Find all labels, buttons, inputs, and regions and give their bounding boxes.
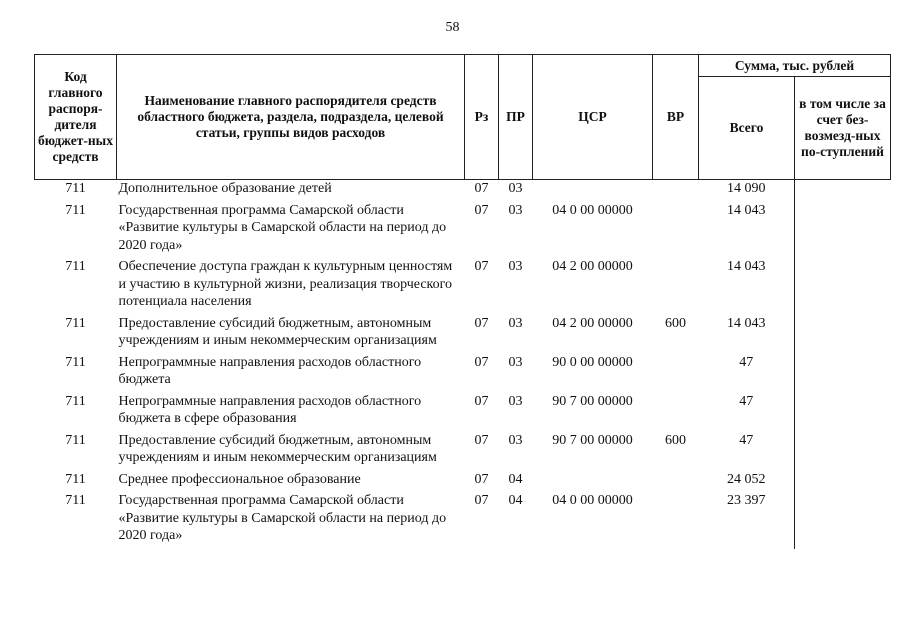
cell-free bbox=[795, 258, 891, 315]
table-row bbox=[35, 393, 891, 432]
table-row bbox=[35, 354, 891, 393]
cell-free bbox=[795, 393, 891, 432]
table-row bbox=[35, 315, 891, 354]
cell-total: 14 043 bbox=[727, 259, 766, 274]
cell-csr: 04 0 00 00000 bbox=[552, 493, 633, 508]
cell-pr: 03 bbox=[508, 315, 523, 331]
cell-pr: 04 bbox=[508, 471, 523, 487]
header-name: Наименование главного распорядителя средств областного бюджета, раздела, подраздела, целевой статьи, группы видов расходов bbox=[117, 55, 465, 180]
cell-rz: 07 bbox=[474, 202, 489, 218]
header-total: Всего bbox=[699, 77, 795, 180]
cell-name: Предоставление субсидий бюджетным, автономным учреждениям и иным некоммерческим организациям bbox=[118, 432, 437, 465]
cell-free bbox=[795, 432, 891, 471]
page-number: 58 bbox=[445, 20, 460, 35]
cell-vr bbox=[653, 393, 699, 432]
header-csr: ЦСР bbox=[533, 55, 653, 180]
cell-total: 14 090 bbox=[727, 181, 766, 196]
cell-code: 711 bbox=[65, 432, 86, 448]
cell-pr: 03 bbox=[508, 259, 523, 274]
table-header bbox=[35, 55, 891, 180]
table-row bbox=[35, 492, 891, 549]
budget-table bbox=[34, 54, 891, 549]
cell-rz: 07 bbox=[474, 393, 489, 409]
cell-vr bbox=[653, 202, 699, 259]
cell-total: 14 043 bbox=[727, 202, 766, 218]
cell-total: 47 bbox=[739, 354, 754, 370]
header-sum-group: Сумма, тыс. рублей bbox=[699, 55, 891, 77]
table-row bbox=[35, 202, 891, 259]
cell-csr: 04 2 00 00000 bbox=[552, 259, 633, 274]
cell-code: 711 bbox=[65, 493, 86, 508]
cell-pr: 03 bbox=[508, 432, 523, 448]
cell-code: 711 bbox=[65, 315, 86, 331]
cell-name: Дополнительное образование детей bbox=[118, 181, 332, 196]
cell-name: Государственная программа Самарской области «Развитие культуры в Самарской области на период до 2020 года» bbox=[118, 493, 447, 543]
cell-free bbox=[795, 354, 891, 393]
table-row bbox=[35, 258, 891, 315]
cell-name: Государственная программа Самарской области «Развитие культуры в Самарской области на период до 2020 года» bbox=[118, 202, 447, 253]
header-code: Код главного распоря-дителя бюджет-ных средств bbox=[35, 55, 117, 180]
cell-csr: 04 2 00 00000 bbox=[552, 315, 633, 331]
cell-rz: 07 bbox=[474, 471, 489, 487]
header-pr: ПР bbox=[499, 55, 533, 180]
cell-pr: 04 bbox=[508, 493, 523, 508]
cell-total: 14 043 bbox=[727, 315, 766, 331]
table-row bbox=[35, 471, 891, 493]
cell-vr: 600 bbox=[665, 432, 686, 448]
cell-vr: 600 bbox=[665, 315, 686, 331]
cell-free bbox=[795, 471, 891, 493]
header-rz: Рз bbox=[465, 55, 499, 180]
cell-pr: 03 bbox=[508, 354, 523, 370]
cell-free bbox=[795, 202, 891, 259]
cell-rz: 07 bbox=[474, 354, 489, 370]
table-row bbox=[35, 180, 891, 202]
cell-free bbox=[795, 180, 891, 202]
cell-total: 23 397 bbox=[727, 493, 766, 508]
header-free: в том числе за счет без-возмезд-ных по-ступлений bbox=[795, 77, 891, 180]
cell-csr bbox=[533, 180, 653, 202]
cell-rz: 07 bbox=[474, 259, 489, 274]
cell-rz: 07 bbox=[474, 181, 489, 196]
cell-csr: 90 7 00 00000 bbox=[552, 393, 633, 409]
cell-code: 711 bbox=[65, 202, 86, 218]
cell-code: 711 bbox=[65, 259, 86, 274]
cell-vr bbox=[653, 354, 699, 393]
table-body bbox=[35, 180, 891, 549]
cell-code: 711 bbox=[65, 471, 86, 487]
cell-pr: 03 bbox=[508, 202, 523, 218]
cell-total: 47 bbox=[739, 432, 754, 448]
cell-name: Непрограммные направления расходов областного бюджета в сфере образования bbox=[118, 393, 422, 426]
cell-rz: 07 bbox=[474, 432, 489, 448]
table-row bbox=[35, 432, 891, 471]
cell-pr: 03 bbox=[508, 393, 523, 409]
cell-name: Предоставление субсидий бюджетным, автономным учреждениям и иным некоммерческим организациям bbox=[118, 315, 437, 348]
cell-rz: 07 bbox=[474, 493, 489, 508]
header-vr: ВР bbox=[653, 55, 699, 180]
cell-name: Обеспечение доступа граждан к культурным ценностям и участию в культурной жизни, реализация творческого потенциала населения bbox=[118, 259, 453, 309]
cell-vr bbox=[653, 180, 699, 202]
cell-vr bbox=[653, 258, 699, 315]
cell-code: 711 bbox=[65, 181, 86, 196]
cell-code: 711 bbox=[65, 354, 86, 370]
cell-name: Непрограммные направления расходов областного бюджета bbox=[118, 354, 422, 387]
cell-vr bbox=[653, 471, 699, 493]
cell-free bbox=[795, 315, 891, 354]
cell-vr bbox=[653, 492, 699, 549]
cell-csr: 90 0 00 00000 bbox=[552, 354, 633, 370]
cell-csr: 04 0 00 00000 bbox=[552, 202, 633, 218]
cell-csr bbox=[533, 471, 653, 493]
cell-pr: 03 bbox=[508, 181, 523, 196]
cell-rz: 07 bbox=[474, 315, 489, 331]
cell-csr: 90 7 00 00000 bbox=[552, 432, 633, 448]
cell-name: Среднее профессиональное образование bbox=[118, 471, 361, 487]
cell-total: 47 bbox=[739, 393, 754, 409]
cell-total: 24 052 bbox=[727, 471, 766, 487]
cell-free bbox=[795, 492, 891, 549]
cell-code: 711 bbox=[65, 393, 86, 409]
